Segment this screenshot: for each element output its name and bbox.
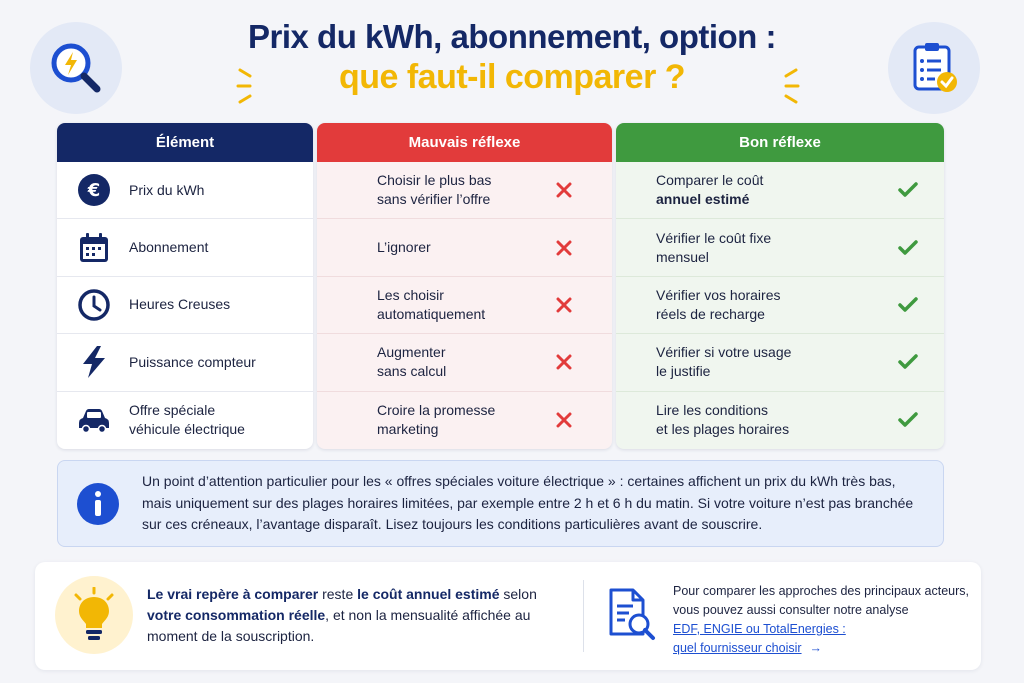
- element-label: Abonnement: [129, 239, 209, 256]
- bad-reflex-row: [317, 334, 612, 391]
- good-reflex-text: Vérifier le coût fixe mensuel: [656, 229, 772, 265]
- car-icon: [76, 402, 112, 438]
- check-icon: [896, 354, 920, 370]
- bad-reflex-row: [317, 277, 612, 334]
- element-row-price: [57, 162, 313, 219]
- good-reflex-header: Bon réflexe: [616, 123, 944, 162]
- bad-reflex-text: Choisir le plus bas sans vérifier l’offre: [377, 172, 492, 208]
- document-search-icon: [603, 586, 659, 642]
- element-label: Offre spéciale véhicule électrique: [129, 402, 245, 438]
- good-reflex-column: [616, 123, 944, 449]
- good-reflex-row: [616, 334, 944, 391]
- element-row-meter-power: [57, 334, 313, 391]
- element-row-off-peak: [57, 277, 313, 334]
- good-reflex-row: [616, 277, 944, 334]
- related-article-intro: Pour comparer les approches des principaux acteurs, vous pouvez aussi consulter notre analyse: [673, 584, 969, 617]
- element-header: Élément: [57, 123, 313, 162]
- check-icon: [896, 240, 920, 256]
- cross-icon: [552, 297, 576, 313]
- page-title: [0, 18, 1024, 97]
- bad-reflex-header: Mauvais réflexe: [317, 123, 612, 162]
- element-label: Puissance compteur: [129, 353, 256, 370]
- related-article-link-line-2: quel fournisseur choisir: [673, 641, 802, 655]
- tip-part-6: , et non la mensualité affichée au moment de la souscription.: [147, 607, 531, 644]
- element-label: Heures Creuses: [129, 296, 231, 313]
- tip-part-5: votre consommation réelle: [147, 607, 326, 623]
- bad-reflex-text: Les choisir automatiquement: [377, 286, 486, 322]
- tip-part-3: le coût annuel estimé: [357, 586, 500, 602]
- bad-reflex-row: [317, 392, 612, 449]
- tip-part-2: reste: [318, 586, 358, 602]
- svg-text:€: €: [87, 180, 101, 202]
- divider: [583, 580, 584, 652]
- good-reflex-text: Lire les conditions et les plages horaires: [656, 402, 790, 438]
- good-reflex-row: [616, 162, 944, 219]
- good-reflex-text-main: Comparer le coût: [656, 172, 764, 189]
- check-icon: [896, 182, 920, 198]
- sparkle-left-icon: [236, 66, 272, 106]
- bulb-badge: [55, 576, 133, 654]
- title-line-1: Prix du kWh, abonnement, option :: [248, 18, 776, 55]
- bad-reflex-text: L’ignorer: [377, 239, 431, 256]
- tip-part-1: Le vrai repère à comparer: [147, 586, 319, 602]
- good-reflex-text: Vérifier vos horaires réels de recharge: [656, 286, 781, 322]
- bad-reflex-row: [317, 219, 612, 276]
- sparkle-right-icon: [764, 66, 800, 106]
- tip-text: [147, 584, 567, 647]
- bad-reflex-text: Augmenter sans calcul: [377, 344, 447, 380]
- info-text: Un point d’attention particulier pour les « offres spéciales voiture électrique » : certaines affichent un prix du kWh très bas, mais uniquement sur des plages horaires limitées, par exemple entre 2 h et 6 h du matin. Si votre voiture n’est pas branchée sur ces créneaux, l’avantage disparaît. Lisez toujours les conditions particulières avant de souscrire.: [142, 473, 914, 533]
- cross-icon: [552, 182, 576, 198]
- element-row-subscription: [57, 219, 313, 276]
- lightbulb-icon: [70, 587, 118, 643]
- bad-reflex-column: [317, 123, 612, 449]
- element-row-ev-offer: [57, 392, 313, 449]
- good-reflex-row: [616, 219, 944, 276]
- tip-part-4: selon: [499, 586, 537, 602]
- good-reflex-row: [616, 392, 944, 449]
- related-article-link-line-1: EDF, ENGIE ou TotalEnergies :: [673, 622, 846, 636]
- bad-reflex-row: [317, 162, 612, 219]
- good-reflex-text-bold: annuel estimé: [656, 191, 750, 208]
- bad-reflex-text: Croire la promesse marketing: [377, 402, 496, 438]
- euro-icon: [76, 172, 112, 208]
- title-line-2: que faut-il comparer ?: [338, 58, 686, 96]
- good-reflex-text: Vérifier si votre usage le justifie: [656, 344, 792, 380]
- check-icon: [896, 297, 920, 313]
- info-callout: [57, 460, 944, 547]
- arrow-right-icon[interactable]: →: [809, 641, 823, 655]
- summary-card: [35, 562, 981, 670]
- lightning-icon: [76, 344, 112, 380]
- element-column: [57, 123, 313, 449]
- element-label: Prix du kWh: [129, 181, 205, 198]
- good-reflex-text: [656, 171, 896, 209]
- cross-icon: [552, 412, 576, 428]
- cross-icon: [552, 240, 576, 256]
- related-article: [673, 582, 973, 658]
- calendar-icon: [76, 230, 112, 266]
- info-icon: [76, 482, 120, 526]
- clock-icon: [76, 287, 112, 323]
- check-icon: [896, 412, 920, 428]
- cross-icon: [552, 354, 576, 370]
